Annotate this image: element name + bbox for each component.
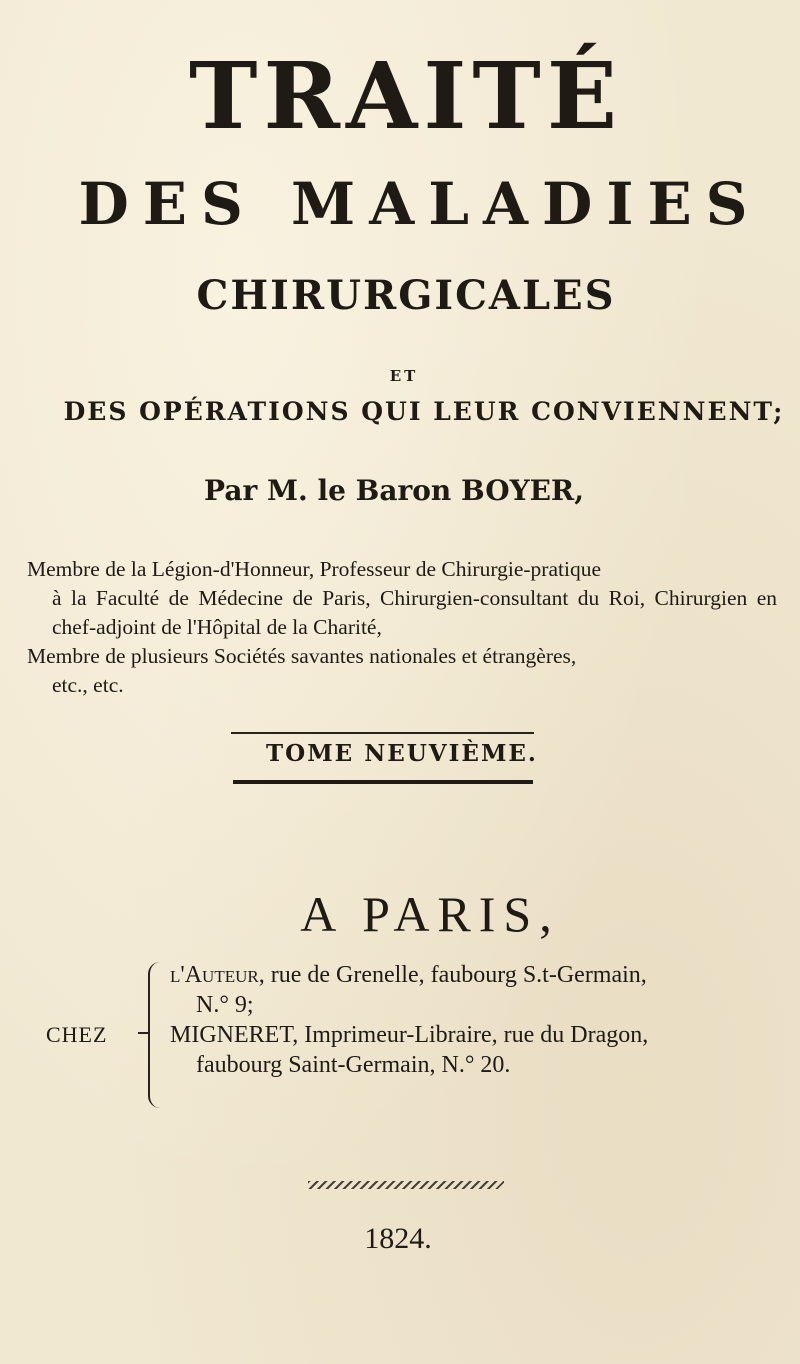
author-description [27,555,777,700]
book-title-line-2: DES MALADIES [78,170,762,238]
publisher-author-line [170,960,790,990]
volume-label: TOME NEUVIÈME. [266,740,538,767]
publisher-author-label: l'Auteur [170,962,259,988]
author-description-line: Membre de la Légion-d'Honneur, Professeur de Chirurgie-pratique [27,557,601,581]
ornament-rule [308,1181,504,1189]
author-description-line: Membre de plusieurs Sociétés savantes nationales et étrangères, [27,644,577,668]
publisher-libraire-line: MIGNERET, Imprimeur-Libraire, rue du Dragon, [170,1022,649,1048]
publisher-author-address: , rue de Grenelle, faubourg S.t-Germain, [258,962,647,988]
book-title: TRAITÉ [189,42,623,150]
publisher-list [170,960,790,1080]
publication-year: 1824. [364,1222,432,1255]
brace-icon [148,962,160,1108]
rule-thin [231,732,534,734]
book-title-line-3: CHIRURGICALES [196,272,616,319]
author-description-line: Roi, Chirurgien en chef-adjoint de l'Hôpital de la Charité, [52,586,777,639]
author-description-line: à la Faculté de Médecine de Paris, Chirurgien-consultant du [52,586,600,610]
rule-thick [233,780,533,784]
author-byline: Par M. le Baron BOYER, [204,474,584,507]
imprint-city: A PARIS, [300,886,560,942]
book-subtitle: DES OPÉRATIONS QUI LEUR CONVIENNENT; [63,397,785,426]
conjunction: ET [389,367,419,385]
publisher-libraire-address: faubourg Saint-Germain, N.° 20. [196,1052,511,1078]
publisher-author-number: N.° 9; [196,992,254,1018]
author-description-line: etc., etc. [52,673,124,697]
imprint-chez: CHEZ [46,1022,108,1047]
